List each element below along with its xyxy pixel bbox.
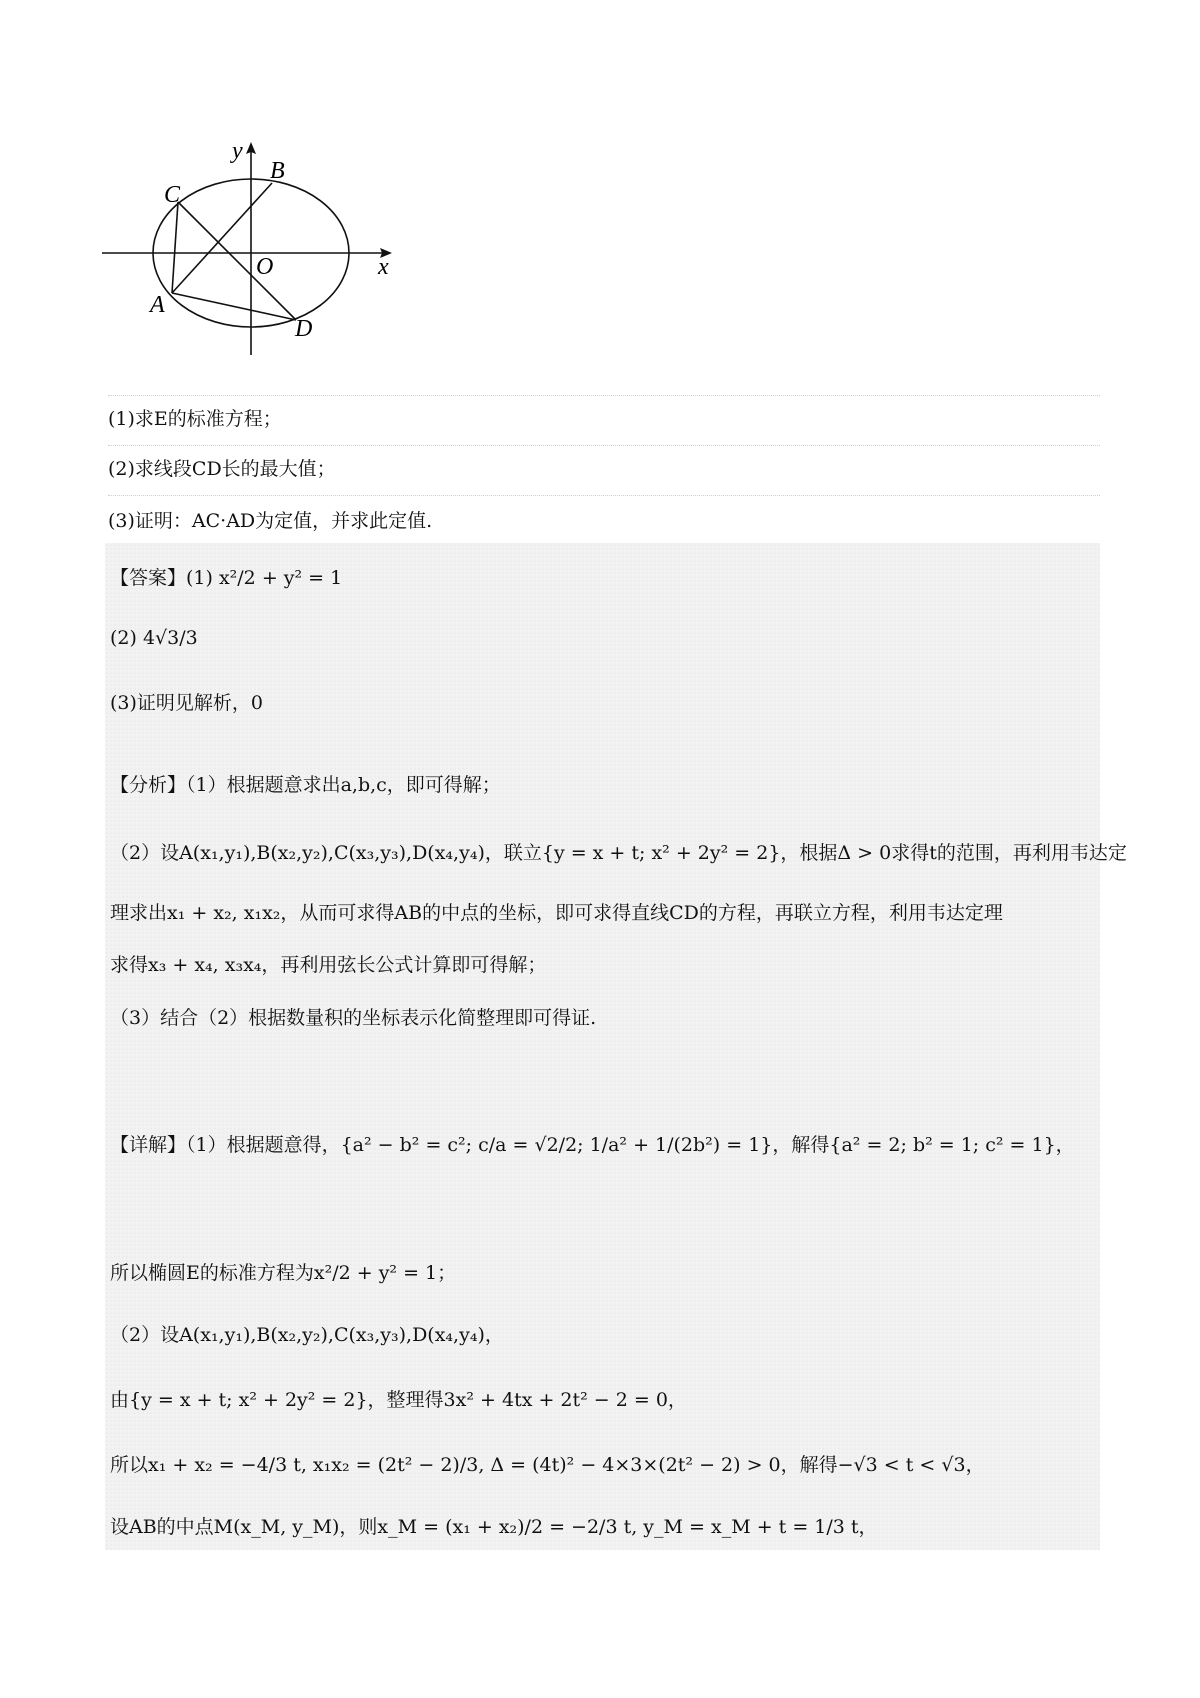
detail-line-3: （2）设A(x₁,y₁),B(x₂,y₂),C(x₃,y₃),D(x₄,y₄)， bbox=[110, 1324, 504, 1346]
y-axis-label: y bbox=[232, 140, 243, 164]
separator bbox=[108, 395, 1100, 396]
origin-label: O bbox=[256, 254, 274, 280]
detail-line-2: 所以椭圆E的标准方程为x²/2 + y² = 1； bbox=[110, 1262, 457, 1284]
question-2: (2)求线段CD长的最大值； bbox=[108, 458, 336, 480]
answer-line-3: (3)证明见解析，0 bbox=[110, 692, 264, 714]
point-a-label: A bbox=[150, 292, 165, 318]
point-b-label: B bbox=[270, 158, 285, 184]
question-1: (1)求E的标准方程； bbox=[108, 408, 282, 430]
point-d-label: D bbox=[295, 316, 313, 342]
analysis-line-5: （3）结合（2）根据数量积的坐标表示化简整理即可得证. bbox=[110, 1007, 597, 1029]
answer-line-2: (2) 4√3/3 bbox=[110, 627, 198, 649]
question-3: (3)证明：AC·AD为定值，并求此定值. bbox=[108, 510, 433, 532]
point-c-label: C bbox=[164, 182, 181, 208]
ellipse-figure bbox=[100, 140, 430, 390]
ellipse-diagram bbox=[100, 140, 430, 390]
analysis-line-2: （2）设A(x₁,y₁),B(x₂,y₂),C(x₃,y₃),D(x₄,y₄)，联立{y = x + t; x² + 2y² = 2}，根据Δ > 0求得t的范围，再利用韦达定 bbox=[110, 842, 1127, 864]
separator bbox=[108, 445, 1100, 446]
detail-line-1: 【详解】（1）根据题意得，{a² − b² = c²; c/a = √2/2; 1/a² + 1/(2b²) = 1}，解得{a² = 2; b² = 1; c² = 1}， bbox=[110, 1134, 1075, 1156]
detail-line-6: 设AB的中点M(x_M, y_M)，则x_M = (x₁ + x₂)/2 = −2/3 t, y_M = x_M + t = 1/3 t， bbox=[110, 1516, 878, 1538]
x-axis-label: x bbox=[378, 254, 389, 280]
separator bbox=[108, 495, 1100, 496]
detail-line-5: 所以x₁ + x₂ = −4/3 t, x₁x₂ = (2t² − 2)/3, Δ = (4t)² − 4×3×(2t² − 2) > 0，解得−√3 < t < √3， bbox=[110, 1454, 985, 1476]
answer-line-1: 【答案】(1) x²/2 + y² = 1 bbox=[110, 567, 343, 589]
analysis-line-4: 求得x₃ + x₄, x₃x₄，再利用弦长公式计算即可得解； bbox=[110, 954, 547, 976]
analysis-line-3: 理求出x₁ + x₂, x₁x₂，从而可求得AB的中点的坐标，即可求得直线CD的方程，再联立方程，利用韦达定理 bbox=[110, 902, 1003, 924]
analysis-line-1: 【分析】（1）根据题意求出a,b,c，即可得解； bbox=[110, 774, 501, 796]
detail-line-4: 由{y = x + t; x² + 2y² = 2}，整理得3x² + 4tx + 2t² − 2 = 0， bbox=[110, 1389, 687, 1411]
